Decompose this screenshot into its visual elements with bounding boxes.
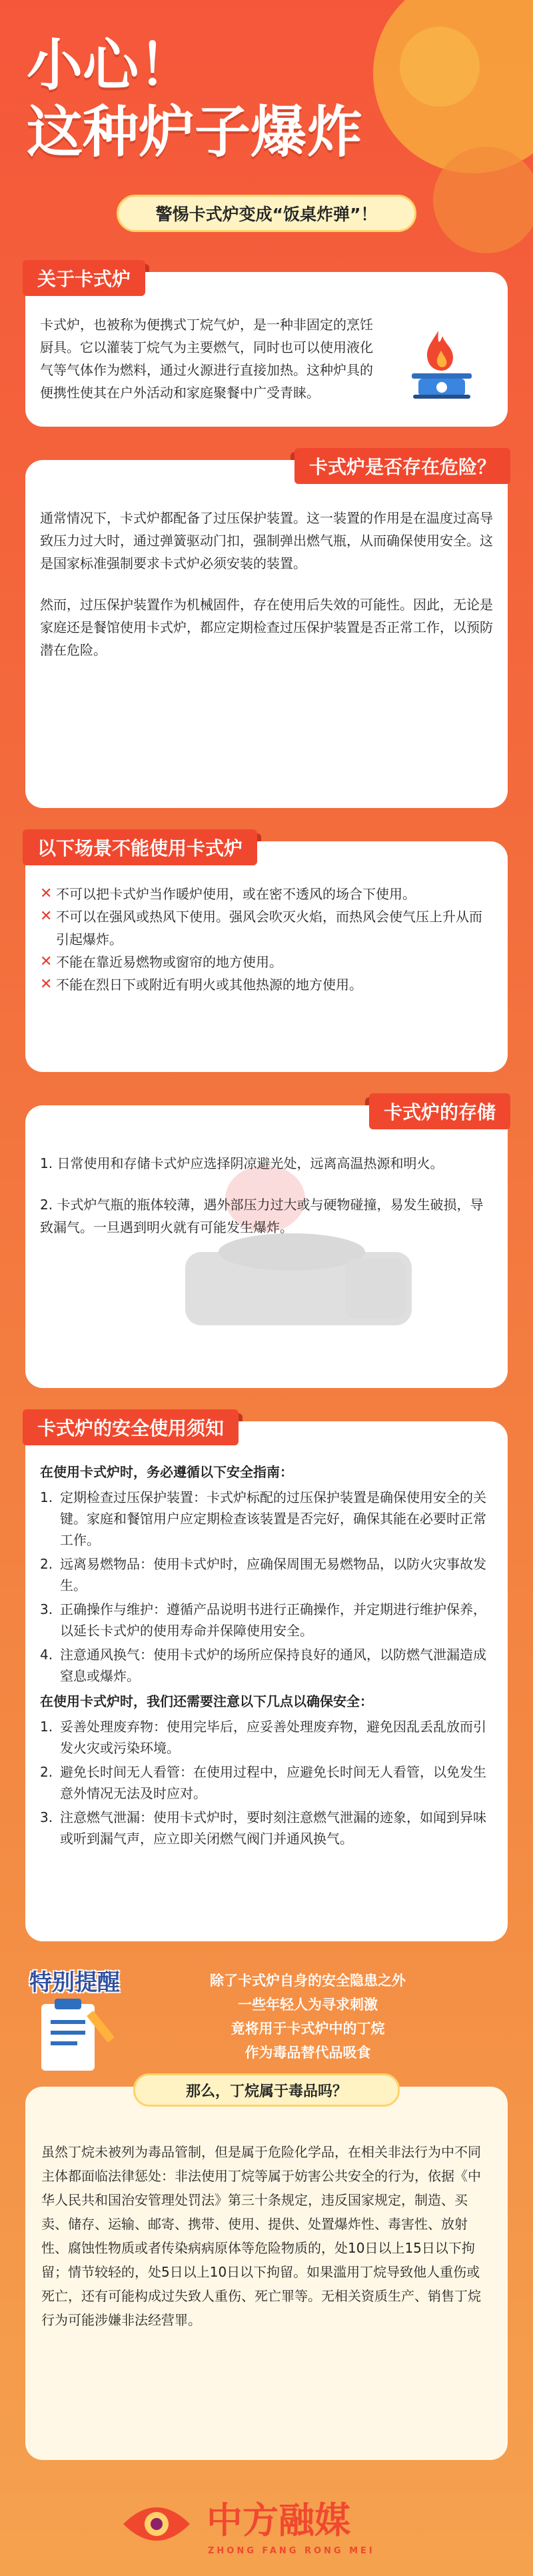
eye-logo-icon bbox=[120, 2497, 193, 2551]
law-text: 虽然丁烷未被列为毒品管制，但是属于危险化学品，在相关非法行为中不同主体都面临法律惩处：非法使用丁烷等属于妨害公共安全的行为，依据《中华人民共和国治安管理处罚法》第三十条规定，违反国家规定，制造、买卖、储存、运输、邮寄、携带、使用、提供、处置爆炸性、毒害性、放射性、腐蚀性物质或者传染病病原体等危险物质的，处10日以上15日以下拘留；情节较轻的，处5日以上10日以下拘留。如果滥用丁烷导致他人重伤或死亡，还有可能构成过失致人重伤、死亡罪等。无相关资质生产、销售丁烷行为可能涉嫌非法经营罪。 bbox=[41, 2144, 481, 2328]
storage-heading: 卡式炉的存储 bbox=[369, 1093, 510, 1129]
storage-paragraph: 2. 卡式炉气瓶的瓶体较薄，遇外部压力过大或与硬物碰撞，易发生破损，导致漏气。一旦遇到明火就有可能发生爆炸。 bbox=[40, 1197, 484, 1235]
safety-intro: 在使用卡式炉时，我们还需要注意以下几点以确保安全： bbox=[40, 1693, 373, 1709]
list-item: ✕ 不能在烈日下或附近有明火或其他热源的地方使用。 bbox=[40, 973, 493, 996]
list-item: 3. 正确操作与维护：遵循产品说明书进行正确操作，并定期进行维护保养，以延长卡式炉的使用寿命并保障使用安全。 bbox=[40, 1601, 486, 1639]
list-item: 1. 定期检查过压保护装置：卡式炉标配的过压保护装置是确保使用安全的关键。家庭和餐馆用户应定期检查该装置是否完好，确保其能在必要时正常工作。 bbox=[40, 1489, 486, 1548]
list-item: 1. 妥善处理废弃物：使用完毕后，应妥善处理废弃物，避免因乱丢乱放而引发火灾或污染环境。 bbox=[40, 1719, 486, 1756]
special-reminder-text: 除了卡式炉自身的安全隐患之外 一些年轻人为寻求刺激 竟将用于卡式炉中的丁烷 作为毒品替代品吸食 bbox=[210, 1973, 406, 2061]
storage-paragraph: 1. 日常使用和存储卡式炉应选择阴凉避光处，远离高温热源和明火。 bbox=[40, 1155, 444, 1171]
hero-title bbox=[27, 32, 506, 165]
stove-icon bbox=[398, 324, 485, 404]
safety-intro: 在使用卡式炉时，务必遵循以下安全指南： bbox=[40, 1464, 293, 1480]
subtitle-badge: 警惕卡式炉变成“饭桌炸弹”！ bbox=[117, 195, 416, 232]
law-card bbox=[25, 2087, 508, 2460]
danger-paragraph: 然而，过压保护装置作为机械固件，存在使用后失效的可能性。因此，无论是家庭还是餐馆使用卡式炉，都应定期检查过压保护装置是否正常工作，以预防潜在危险。 bbox=[40, 597, 493, 658]
list-item: 4. 注意通风换气：使用卡式炉的场所应保持良好的通风，以防燃气泄漏造成窒息或爆炸。 bbox=[40, 1647, 486, 1684]
special-reminder-badge bbox=[15, 1964, 135, 2077]
safety-text bbox=[40, 1457, 493, 1852]
title-line-2: 这种炉子爆炸 bbox=[27, 99, 363, 165]
close-icon: ✕ bbox=[40, 976, 53, 993]
brand-logo bbox=[120, 2491, 426, 2557]
scenarios-list bbox=[40, 883, 493, 996]
danger-paragraph: 通常情况下，卡式炉都配备了过压保护装置。这一装置的作用是在温度过高导致压力过大时，通过弹簧驱动门扣，强制弹出燃气瓶，从而确保使用安全。这是国家标准强制要求卡式炉必须安装的装置。 bbox=[40, 510, 493, 571]
scenarios-heading: 以下场景不能使用卡式炉 bbox=[23, 829, 257, 865]
safety-heading: 卡式炉的安全使用须知 bbox=[23, 1409, 239, 1445]
safety-card bbox=[25, 1417, 508, 1941]
danger-card bbox=[25, 456, 508, 808]
list-item: ✕ 不可以在强风或热风下使用。强风会吹灭火焰，而热风会使气压上升从而引起爆炸。 bbox=[40, 905, 493, 951]
list-item: ✕ 不能在靠近易燃物或窗帘的地方使用。 bbox=[40, 951, 493, 973]
storage-card bbox=[25, 1101, 508, 1388]
close-icon: ✕ bbox=[40, 953, 53, 970]
title-line-1: 小心！ bbox=[27, 33, 195, 98]
close-icon: ✕ bbox=[40, 908, 53, 925]
brand-name: 中方融媒 bbox=[207, 2499, 350, 2541]
list-item: 2. 避免长时间无人看管：在使用过程中，应避免长时间无人看管，以免发生意外情况无法及时应对。 bbox=[40, 1764, 486, 1801]
storage-text bbox=[40, 1152, 493, 1239]
question-badge: 那么，丁烷属于毒品吗？ bbox=[133, 2073, 400, 2107]
brand-pinyin: ZHONG FANG RONG MEI bbox=[208, 2546, 375, 2556]
list-item: 2. 远离易燃物品：使用卡式炉时，应确保周围无易燃物品，以防火灾事故发生。 bbox=[40, 1556, 486, 1593]
list-item: 3. 注意燃气泄漏：使用卡式炉时，要时刻注意燃气泄漏的迹象，如闻到异味或听到漏气声，应立即关闭燃气阀门并通风换气。 bbox=[40, 1809, 486, 1847]
danger-text bbox=[40, 507, 493, 661]
danger-heading: 卡式炉是否存在危险？ bbox=[294, 448, 510, 484]
about-card bbox=[25, 268, 508, 427]
special-badge-label: 特别提醒 bbox=[29, 1969, 120, 1996]
close-icon: ✕ bbox=[40, 885, 53, 902]
about-heading: 关于卡式炉 bbox=[23, 260, 145, 296]
about-text: 卡式炉，也被称为便携式丁烷气炉，是一种非固定的烹饪厨具。它以灌装丁烷气为主要燃气，同时也可以使用液化气等气体作为燃料，通过火源进行直接加热。这种炉具的便携性使其在户外活动和家庭聚餐中广受青睐。 bbox=[40, 317, 373, 401]
list-item: ✕ 不可以把卡式炉当作暖炉使用，或在密不透风的场合下使用。 bbox=[40, 883, 493, 905]
scenarios-card bbox=[25, 837, 508, 1072]
